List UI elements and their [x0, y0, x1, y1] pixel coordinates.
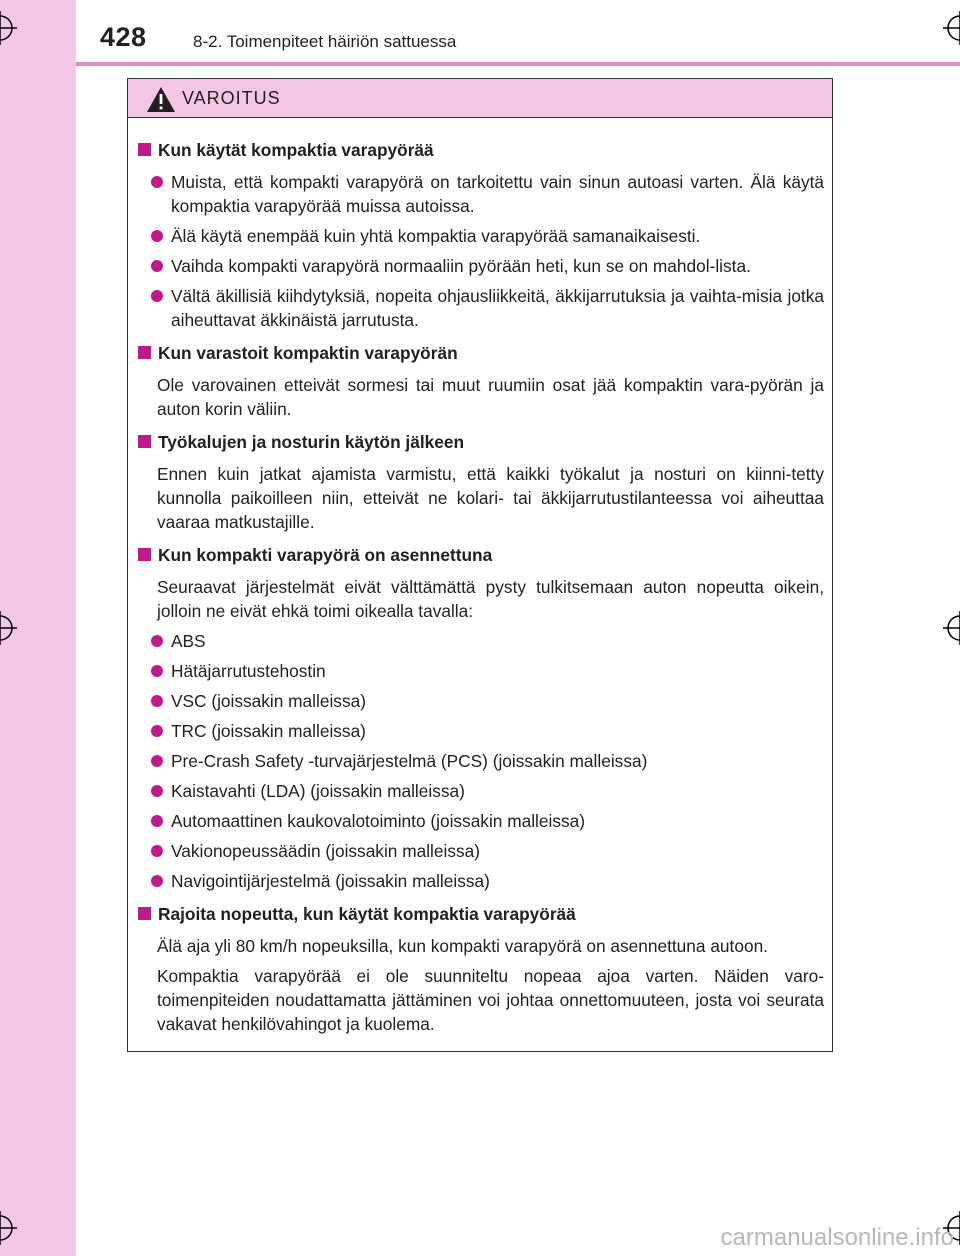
bullet-item: Vältä äkillisiä kiihdytyksiä, nopeita ohjausliikkeitä, äkkijarrutuksia ja vaihta-misia jotka aiheuttavat äkkinäistä jarrutusta. [136, 284, 824, 332]
section-heading: Kun käytät kompaktia varapyörää [136, 138, 824, 162]
section-heading: Rajoita nopeutta, kun käytät kompaktia varapyörää [136, 902, 824, 926]
bullet-item: ABS [136, 629, 824, 653]
bullet-item: Hätäjarrutustehostin [136, 659, 824, 683]
warning-label: VAROITUS [182, 88, 281, 108]
bullet-item: Automaattinen kaukovalotoiminto (joissakin malleissa) [136, 809, 824, 833]
paragraph: Ole varovainen etteivät sormesi tai muut ruumiin osat jää kompaktin vara-pyörän ja auton korin väliin. [157, 375, 824, 419]
warning-body [128, 118, 832, 1036]
bullet-item: TRC (joissakin malleissa) [136, 719, 824, 743]
section-heading: Kun kompakti varapyörä on asennettuna [136, 543, 824, 567]
registration-mark-icon [943, 11, 960, 45]
section-heading: Työkalujen ja nosturin käytön jälkeen [136, 430, 824, 454]
section-heading: Kun varastoit kompaktin varapyörän [136, 341, 824, 365]
bullet-item: Vaihda kompakti varapyörä normaaliin pyörään heti, kun se on mahdol-lista. [136, 254, 824, 278]
registration-mark-icon [0, 1211, 17, 1245]
bullet-item: VSC (joissakin malleissa) [136, 689, 824, 713]
paragraph: Seuraavat järjestelmät eivät välttämättä pysty tulkitsemaan auton nopeutta oikein, jolloin ne eivät ehkä toimi oikealla tavalla: [157, 577, 824, 621]
warning-triangle-icon [146, 86, 176, 113]
warning-box [127, 78, 833, 1052]
bullet-item: Pre-Crash Safety -turvajärjestelmä (PCS) (joissakin malleissa) [136, 749, 824, 773]
warning-header [128, 79, 832, 118]
watermark: carmanualsonline.info [720, 1224, 954, 1251]
bullet-item: Navigointijärjestelmä (joissakin malleissa) [136, 869, 824, 893]
paragraph: Kompaktia varapyörää ei ole suunniteltu nopeaa ajoa varten. Näiden varo-toimenpiteiden noudattamatta jättäminen voi johtaa onnettomuuteen, josta voi seurata vakavat henkilövahingot ja kuolema. [157, 966, 824, 1034]
registration-mark-icon [0, 11, 17, 45]
section-title: 8-2. Toimenpiteet häiriön sattuessa [193, 32, 457, 51]
registration-mark-icon [943, 611, 960, 645]
page-number: 428 [100, 22, 147, 52]
paragraph: Älä aja yli 80 km/h nopeuksilla, kun kompakti varapyörä on asennettuna autoon. [157, 936, 768, 956]
bullet-item: Älä käytä enempää kuin yhtä kompaktia varapyörää samanaikaisesti. [136, 224, 824, 248]
bullet-item: Muista, että kompakti varapyörä on tarkoitettu vain sinun autoasi varten. Älä käytä kompaktia varapyörää muissa autoissa. [136, 170, 824, 218]
header-rule [76, 62, 960, 66]
bullet-item: Kaistavahti (LDA) (joissakin malleissa) [136, 779, 824, 803]
bullet-item: Vakionopeussäädin (joissakin malleissa) [136, 839, 824, 863]
paragraph: Ennen kuin jatkat ajamista varmistu, että kaikki työkalut ja nosturi on kiinni-tetty kunnolla paikoilleen niin, etteivät ne kolari- tai äkkijarrutustilanteessa voi aiheuttaa vaaraa matkustajille. [157, 464, 824, 532]
registration-mark-icon [0, 611, 17, 645]
